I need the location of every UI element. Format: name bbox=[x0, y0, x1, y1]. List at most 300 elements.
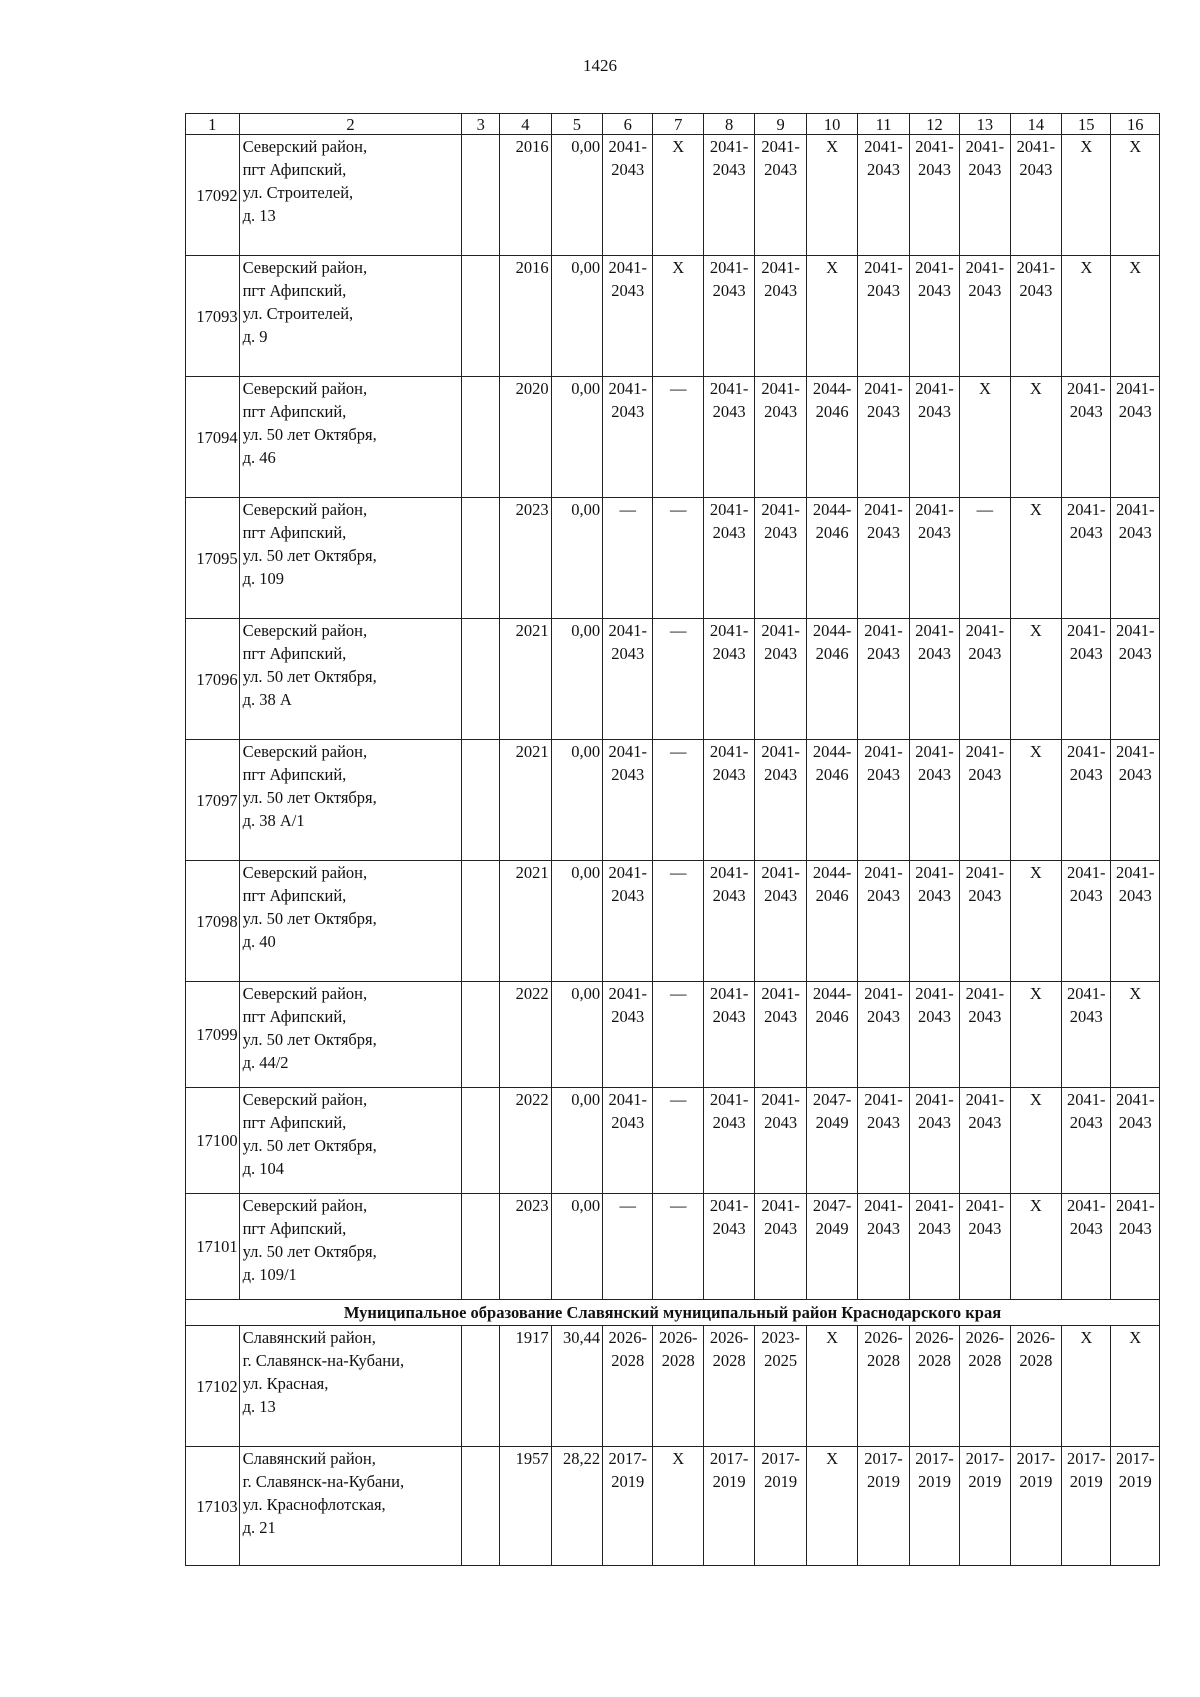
period-cell-9 bbox=[755, 619, 806, 740]
period-cell-12 bbox=[909, 498, 959, 619]
cell-text: 2046 bbox=[815, 886, 849, 905]
cell-text: 2041- bbox=[608, 621, 648, 640]
period-cell-16 bbox=[1111, 135, 1160, 256]
cell-text: 2041- bbox=[608, 137, 648, 156]
year-cell: 2023 bbox=[500, 1194, 551, 1300]
period-cell-9 bbox=[755, 1088, 806, 1194]
table-row bbox=[186, 1447, 1160, 1566]
cell-text: 2043 bbox=[968, 1007, 1002, 1026]
cell-c3 bbox=[462, 1326, 500, 1447]
period-cell-6 bbox=[603, 861, 653, 982]
period-cell-10 bbox=[806, 498, 857, 619]
section-row bbox=[186, 1300, 1160, 1326]
cell-text: 2041- bbox=[965, 863, 1005, 882]
cell-text: 2028 bbox=[867, 1351, 901, 1370]
cell-text: 2043 bbox=[867, 644, 901, 663]
cell-text: 2043 bbox=[712, 281, 746, 300]
period-cell-7 bbox=[653, 619, 703, 740]
period-cell-12 bbox=[909, 135, 959, 256]
cell-text: — bbox=[669, 379, 687, 398]
cell-text: X bbox=[1129, 137, 1142, 156]
cell-text: 2043 bbox=[712, 523, 746, 542]
wear-cell: 0,00 bbox=[551, 1194, 602, 1300]
cell-text: 2017- bbox=[864, 1449, 903, 1468]
cell-text: 2041- bbox=[965, 742, 1005, 761]
cell-text: 2041- bbox=[1067, 1090, 1106, 1109]
cell-text: — bbox=[669, 1090, 687, 1109]
period-cell-10 bbox=[806, 1088, 857, 1194]
cell-text: ул. 50 лет Октября, bbox=[242, 1136, 377, 1155]
cell-text: д. 9 bbox=[242, 327, 268, 346]
cell-text: 2043 bbox=[1118, 402, 1152, 421]
cell-text: X bbox=[826, 1449, 839, 1468]
cell-text: 2041- bbox=[864, 863, 903, 882]
page-number: 1426 bbox=[583, 56, 617, 75]
cell-text: 2041- bbox=[1016, 137, 1056, 156]
cell-text: 2043 bbox=[867, 765, 901, 784]
period-cell-13 bbox=[960, 861, 1010, 982]
period-cell-11 bbox=[858, 1326, 909, 1447]
row-number: 17096 bbox=[186, 619, 240, 740]
cell-text: 2026- bbox=[608, 1328, 648, 1347]
cell-text: 2041- bbox=[965, 1090, 1005, 1109]
wear-cell: 0,00 bbox=[551, 740, 602, 861]
cell-text: 2047- bbox=[812, 1196, 852, 1215]
period-cell-9 bbox=[755, 1194, 806, 1300]
period-cell-8 bbox=[703, 256, 754, 377]
period-cell-14 bbox=[1010, 1447, 1061, 1566]
cell-text: д. 46 bbox=[242, 448, 276, 467]
period-cell-15 bbox=[1062, 1447, 1111, 1566]
period-cell-10 bbox=[806, 377, 857, 498]
cell-c3 bbox=[462, 740, 500, 861]
cell-text: д. 104 bbox=[242, 1159, 284, 1178]
cell-text: X bbox=[672, 258, 685, 277]
cell-text: 2043 bbox=[712, 765, 746, 784]
address-cell bbox=[239, 256, 462, 377]
cell-text: 2043 bbox=[1069, 886, 1103, 905]
cell-text: 2041- bbox=[709, 742, 749, 761]
cell-text: 2041- bbox=[965, 258, 1005, 277]
cell-text: д. 109/1 bbox=[242, 1265, 297, 1284]
period-cell-11 bbox=[858, 135, 909, 256]
cell-c3 bbox=[462, 982, 500, 1088]
cell-text: 2043 bbox=[764, 886, 798, 905]
cell-text: X bbox=[826, 137, 839, 156]
address-cell bbox=[239, 619, 462, 740]
cell-text: 2041- bbox=[761, 1196, 800, 1215]
cell-text: 2044- bbox=[812, 500, 852, 519]
address-cell bbox=[239, 377, 462, 498]
year-cell: 2022 bbox=[500, 982, 551, 1088]
cell-text: 2041- bbox=[965, 1196, 1005, 1215]
period-cell-16 bbox=[1111, 377, 1160, 498]
column-header: 12 bbox=[909, 114, 959, 135]
period-cell-14 bbox=[1010, 1194, 1061, 1300]
column-header: 16 bbox=[1111, 114, 1160, 135]
address-cell bbox=[239, 498, 462, 619]
period-cell-11 bbox=[858, 377, 909, 498]
period-cell-11 bbox=[858, 861, 909, 982]
cell-text: 2046 bbox=[815, 644, 849, 663]
wear-cell: 0,00 bbox=[551, 135, 602, 256]
cell-text: Северский район, bbox=[242, 984, 368, 1003]
year-cell: 1957 bbox=[500, 1447, 551, 1566]
cell-text: ул. 50 лет Октября, bbox=[242, 1030, 377, 1049]
cell-text: 2043 bbox=[1069, 1219, 1103, 1238]
period-cell-12 bbox=[909, 1194, 959, 1300]
row-number: 17100 bbox=[186, 1088, 240, 1194]
period-cell-12 bbox=[909, 1088, 959, 1194]
cell-text: Северский район, bbox=[242, 258, 368, 277]
period-cell-7 bbox=[653, 1194, 703, 1300]
table-row bbox=[186, 377, 1160, 498]
cell-text: пгт Афипский, bbox=[242, 1219, 347, 1238]
cell-text: 2046 bbox=[815, 523, 849, 542]
cell-text: 2043 bbox=[611, 886, 645, 905]
cell-text: 2026- bbox=[965, 1328, 1005, 1347]
cell-text: 2019 bbox=[1069, 1472, 1103, 1491]
cell-text: 2041- bbox=[915, 1196, 954, 1215]
cell-text: 2044- bbox=[812, 379, 852, 398]
cell-text: 2041- bbox=[1067, 984, 1106, 1003]
cell-text: 2041- bbox=[864, 621, 903, 640]
cell-text: — bbox=[669, 1196, 687, 1215]
cell-text: 2041- bbox=[709, 984, 749, 1003]
period-cell-15 bbox=[1062, 1088, 1111, 1194]
column-header: 5 bbox=[551, 114, 602, 135]
cell-text: Славянский район, bbox=[242, 1328, 376, 1347]
cell-text: 2041- bbox=[1115, 742, 1155, 761]
period-cell-16 bbox=[1111, 1194, 1160, 1300]
period-cell-15 bbox=[1062, 861, 1111, 982]
cell-text: 2043 bbox=[867, 523, 901, 542]
period-cell-14 bbox=[1010, 135, 1061, 256]
cell-text: д. 38 А bbox=[242, 690, 292, 709]
cell-text: 2041- bbox=[761, 500, 800, 519]
cell-text: X bbox=[672, 1449, 685, 1468]
cell-text: 2043 bbox=[917, 886, 951, 905]
period-cell-12 bbox=[909, 861, 959, 982]
wear-cell: 0,00 bbox=[551, 256, 602, 377]
period-cell-13 bbox=[960, 1326, 1010, 1447]
wear-cell: 30,44 bbox=[551, 1326, 602, 1447]
cell-text: г. Славянск-на-Кубани, bbox=[242, 1472, 405, 1491]
cell-text: 2043 bbox=[764, 765, 798, 784]
cell-text: 2041- bbox=[761, 137, 800, 156]
period-cell-9 bbox=[755, 377, 806, 498]
cell-text: 2041- bbox=[709, 1090, 749, 1109]
period-cell-13 bbox=[960, 1447, 1010, 1566]
cell-text: 2019 bbox=[1118, 1472, 1152, 1491]
cell-text: 2041- bbox=[915, 500, 954, 519]
cell-text: X bbox=[1080, 137, 1093, 156]
column-header: 3 bbox=[462, 114, 500, 135]
period-cell-8 bbox=[703, 861, 754, 982]
period-cell-9 bbox=[755, 982, 806, 1088]
cell-text: 2023- bbox=[761, 1328, 800, 1347]
period-cell-6 bbox=[603, 1088, 653, 1194]
cell-text: 2019 bbox=[917, 1472, 951, 1491]
period-cell-13 bbox=[960, 256, 1010, 377]
cell-text: 2043 bbox=[1118, 765, 1152, 784]
period-cell-7 bbox=[653, 740, 703, 861]
cell-text: 2041- bbox=[864, 1196, 903, 1215]
row-number: 17099 bbox=[186, 982, 240, 1088]
cell-text: — bbox=[669, 742, 687, 761]
cell-text: Северский район, bbox=[242, 621, 368, 640]
cell-text: 2043 bbox=[1069, 765, 1103, 784]
cell-text: 2041- bbox=[1067, 379, 1106, 398]
cell-text: 2046 bbox=[815, 402, 849, 421]
cell-text: 2026- bbox=[709, 1328, 749, 1347]
period-cell-7 bbox=[653, 256, 703, 377]
cell-text: 2041- bbox=[915, 621, 954, 640]
cell-text: 2041- bbox=[761, 742, 800, 761]
cell-text: 2041- bbox=[608, 742, 648, 761]
cell-text: 2028 bbox=[968, 1351, 1002, 1370]
wear-cell: 28,22 bbox=[551, 1447, 602, 1566]
cell-text: X bbox=[1029, 1196, 1042, 1215]
cell-text: 2043 bbox=[712, 644, 746, 663]
cell-text: 2043 bbox=[917, 1007, 951, 1026]
cell-text: 2049 bbox=[815, 1219, 849, 1238]
period-cell-14 bbox=[1010, 619, 1061, 740]
period-cell-8 bbox=[703, 1088, 754, 1194]
cell-text: Северский район, bbox=[242, 863, 368, 882]
row-number: 17101 bbox=[186, 1194, 240, 1300]
cell-text: X bbox=[1080, 1328, 1093, 1347]
table-row bbox=[186, 135, 1160, 256]
cell-text: 2028 bbox=[661, 1351, 695, 1370]
cell-text: 2041- bbox=[608, 1090, 648, 1109]
cell-text: X bbox=[1080, 258, 1093, 277]
cell-text: 2028 bbox=[712, 1351, 746, 1370]
cell-text: 2043 bbox=[1118, 523, 1152, 542]
cell-text: 2026- bbox=[658, 1328, 698, 1347]
period-cell-10 bbox=[806, 740, 857, 861]
cell-text: 2041- bbox=[915, 984, 954, 1003]
table-row bbox=[186, 982, 1160, 1088]
period-cell-16 bbox=[1111, 498, 1160, 619]
cell-text: 2043 bbox=[611, 281, 645, 300]
cell-text: X bbox=[1029, 742, 1042, 761]
cell-text: 2043 bbox=[867, 1113, 901, 1132]
cell-text: 2043 bbox=[611, 402, 645, 421]
cell-text: 2043 bbox=[611, 160, 645, 179]
cell-text: 2043 bbox=[1069, 523, 1103, 542]
cell-text: пгт Афипский, bbox=[242, 281, 347, 300]
cell-text: 2026- bbox=[864, 1328, 903, 1347]
period-cell-7 bbox=[653, 1447, 703, 1566]
year-cell: 2021 bbox=[500, 861, 551, 982]
table-row bbox=[186, 861, 1160, 982]
year-cell: 2016 bbox=[500, 135, 551, 256]
cell-text: 2043 bbox=[867, 1007, 901, 1026]
cell-text: 2041- bbox=[1115, 1090, 1155, 1109]
cell-text: X bbox=[826, 258, 839, 277]
period-cell-11 bbox=[858, 1088, 909, 1194]
cell-text: 2044- bbox=[812, 621, 852, 640]
cell-text: — bbox=[619, 1196, 637, 1215]
row-number: 17097 bbox=[186, 740, 240, 861]
period-cell-16 bbox=[1111, 256, 1160, 377]
period-cell-10 bbox=[806, 1194, 857, 1300]
row-number: 17103 bbox=[186, 1447, 240, 1566]
period-cell-11 bbox=[858, 740, 909, 861]
period-cell-15 bbox=[1062, 1194, 1111, 1300]
period-cell-9 bbox=[755, 135, 806, 256]
cell-c3 bbox=[462, 135, 500, 256]
period-cell-13 bbox=[960, 377, 1010, 498]
period-cell-7 bbox=[653, 861, 703, 982]
cell-text: 2043 bbox=[917, 281, 951, 300]
period-cell-6 bbox=[603, 377, 653, 498]
cell-text: пгт Афипский, bbox=[242, 523, 347, 542]
period-cell-16 bbox=[1111, 1088, 1160, 1194]
period-cell-11 bbox=[858, 256, 909, 377]
cell-text: — bbox=[669, 621, 687, 640]
cell-text: 2041- bbox=[709, 379, 749, 398]
cell-text: 2043 bbox=[917, 765, 951, 784]
cell-text: 2041- bbox=[1115, 379, 1155, 398]
period-cell-11 bbox=[858, 619, 909, 740]
cell-text: 2043 bbox=[867, 886, 901, 905]
period-cell-6 bbox=[603, 740, 653, 861]
cell-c3 bbox=[462, 256, 500, 377]
cell-text: д. 13 bbox=[242, 206, 276, 225]
table-row bbox=[186, 1088, 1160, 1194]
cell-text: 2043 bbox=[867, 402, 901, 421]
cell-text: 2041- bbox=[608, 863, 648, 882]
cell-text: 2017- bbox=[761, 1449, 800, 1468]
cell-text: 2041- bbox=[965, 621, 1005, 640]
cell-c3 bbox=[462, 1088, 500, 1194]
cell-text: 2041- bbox=[1115, 863, 1155, 882]
cell-text: пгт Афипский, bbox=[242, 160, 347, 179]
period-cell-11 bbox=[858, 982, 909, 1088]
cell-text: X bbox=[672, 137, 685, 156]
cell-text: 2043 bbox=[764, 160, 798, 179]
cell-text: X bbox=[1029, 379, 1042, 398]
column-header: 14 bbox=[1010, 114, 1061, 135]
column-header: 13 bbox=[960, 114, 1010, 135]
wear-cell: 0,00 bbox=[551, 1088, 602, 1194]
cell-text: 2043 bbox=[611, 1113, 645, 1132]
period-cell-8 bbox=[703, 135, 754, 256]
period-cell-8 bbox=[703, 1326, 754, 1447]
cell-text: 2017- bbox=[1115, 1449, 1155, 1468]
cell-text: 2047- bbox=[812, 1090, 852, 1109]
cell-text: Северский район, bbox=[242, 137, 368, 156]
cell-text: 2043 bbox=[764, 402, 798, 421]
cell-text: 2026- bbox=[915, 1328, 954, 1347]
cell-text: ул. Строителей, bbox=[242, 183, 354, 202]
cell-text: д. 21 bbox=[242, 1518, 276, 1537]
cell-text: 2041- bbox=[965, 984, 1005, 1003]
cell-text: 2043 bbox=[867, 281, 901, 300]
period-cell-13 bbox=[960, 498, 1010, 619]
table-row bbox=[186, 1326, 1160, 1447]
cell-text: 2043 bbox=[764, 1219, 798, 1238]
cell-text: Северский район, bbox=[242, 742, 368, 761]
cell-text: пгт Афипский, bbox=[242, 1007, 347, 1026]
period-cell-12 bbox=[909, 256, 959, 377]
cell-text: 2043 bbox=[968, 281, 1002, 300]
cell-text: ул. Строителей, bbox=[242, 304, 354, 323]
period-cell-16 bbox=[1111, 982, 1160, 1088]
period-cell-13 bbox=[960, 1088, 1010, 1194]
row-number: 17092 bbox=[186, 135, 240, 256]
cell-text: ул. 50 лет Октября, bbox=[242, 667, 377, 686]
year-cell: 2023 bbox=[500, 498, 551, 619]
cell-text: 2043 bbox=[917, 523, 951, 542]
cell-c3 bbox=[462, 619, 500, 740]
period-cell-7 bbox=[653, 498, 703, 619]
cell-text: 2043 bbox=[1019, 281, 1053, 300]
cell-text: 2041- bbox=[915, 1090, 954, 1109]
cell-text: X bbox=[1129, 984, 1142, 1003]
period-cell-8 bbox=[703, 740, 754, 861]
cell-text: 2044- bbox=[812, 984, 852, 1003]
year-cell: 2020 bbox=[500, 377, 551, 498]
period-cell-10 bbox=[806, 982, 857, 1088]
period-cell-11 bbox=[858, 498, 909, 619]
cell-text: 2041- bbox=[1115, 621, 1155, 640]
cell-text: 2043 bbox=[611, 765, 645, 784]
address-cell bbox=[239, 740, 462, 861]
year-cell: 2021 bbox=[500, 740, 551, 861]
cell-text: 2019 bbox=[968, 1472, 1002, 1491]
column-header: 6 bbox=[603, 114, 653, 135]
period-cell-16 bbox=[1111, 740, 1160, 861]
cell-text: 2041- bbox=[709, 1196, 749, 1215]
cell-text: пгт Афипский, bbox=[242, 765, 347, 784]
cell-text: 2043 bbox=[712, 886, 746, 905]
cell-text: 2041- bbox=[864, 500, 903, 519]
cell-text: ул. Краснофлотская, bbox=[242, 1495, 386, 1514]
period-cell-8 bbox=[703, 498, 754, 619]
period-cell-15 bbox=[1062, 1326, 1111, 1447]
period-cell-14 bbox=[1010, 740, 1061, 861]
column-header: 11 bbox=[858, 114, 909, 135]
cell-text: 2041- bbox=[1115, 1196, 1155, 1215]
cell-c3 bbox=[462, 1194, 500, 1300]
address-cell bbox=[239, 135, 462, 256]
cell-text: Северский район, bbox=[242, 1090, 368, 1109]
cell-text: 2017- bbox=[608, 1449, 648, 1468]
period-cell-15 bbox=[1062, 619, 1111, 740]
cell-text: 2041- bbox=[608, 379, 648, 398]
period-cell-14 bbox=[1010, 1088, 1061, 1194]
cell-text: пгт Афипский, bbox=[242, 886, 347, 905]
period-cell-13 bbox=[960, 135, 1010, 256]
period-cell-13 bbox=[960, 982, 1010, 1088]
period-cell-9 bbox=[755, 1447, 806, 1566]
cell-text: пгт Афипский, bbox=[242, 644, 347, 663]
address-cell bbox=[239, 1447, 462, 1566]
column-header: 1 bbox=[186, 114, 240, 135]
cell-text: X bbox=[1129, 1328, 1142, 1347]
cell-text: 2028 bbox=[611, 1351, 645, 1370]
period-cell-6 bbox=[603, 135, 653, 256]
period-cell-15 bbox=[1062, 982, 1111, 1088]
cell-text: 2019 bbox=[712, 1472, 746, 1491]
cell-text: 2043 bbox=[917, 1113, 951, 1132]
cell-text: д. 40 bbox=[242, 932, 276, 951]
year-cell: 2021 bbox=[500, 619, 551, 740]
address-cell bbox=[239, 861, 462, 982]
